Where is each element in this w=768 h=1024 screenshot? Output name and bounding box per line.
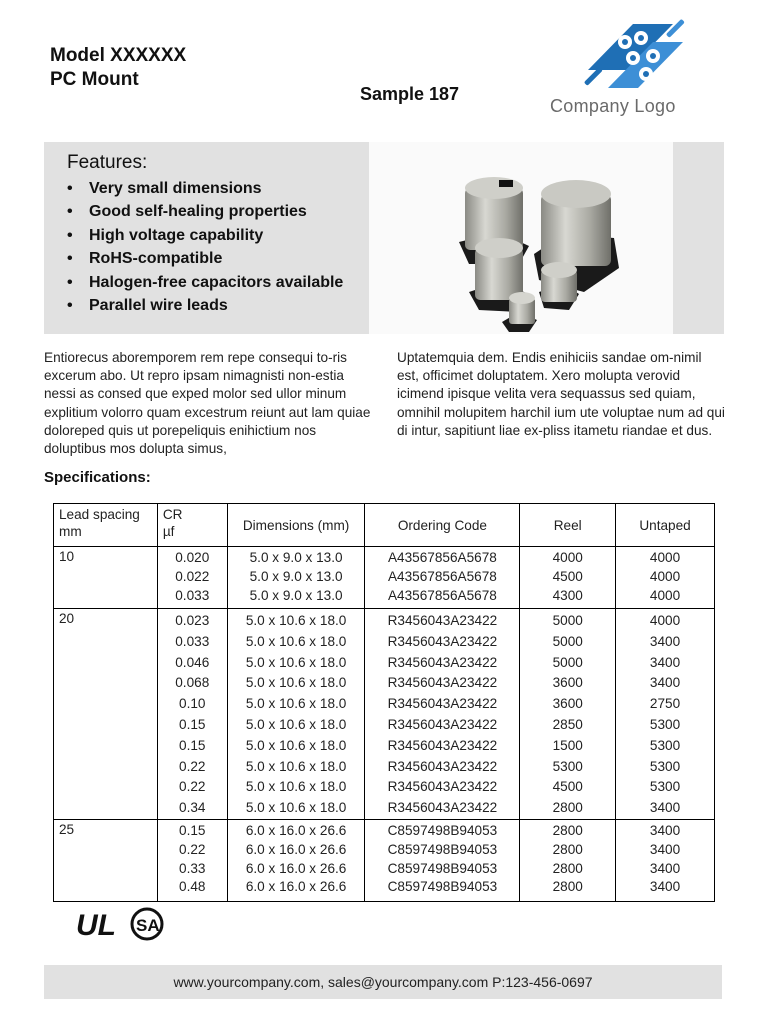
header-reel: Reel (520, 504, 616, 547)
ordering-code-cell: R3456043A23422 R3456043A23422 R3456043A23422 R3456043A23422 R3456043A23422 R3456043A23422 R3456043A23422 R3456043A23422 R3456043A23422 R3456043A23422 (365, 609, 520, 820)
untaped-cell: 4000 4000 4000 (616, 547, 715, 609)
features-list (67, 177, 343, 317)
header-cr (157, 504, 227, 547)
svg-text:UL: UL (76, 909, 116, 942)
cr-cell: 0.023 0.033 0.046 0.068 0.10 0.15 0.15 0.22 0.22 0.34 (157, 609, 227, 820)
mount-type: PC Mount (50, 69, 139, 90)
lead-spacing-cell: 10 (54, 547, 158, 609)
lead-spacing-cell: 20 (54, 609, 158, 820)
body-text-right: Uptatemquia dem. Endis enihiciis sandae om-nimil est, officimet doluptatem. Xero molupta verovid icimend ipisque velita vera sequassus sed quiam, omnihil molupitem harchil ium ute voluptae num ad qui di intur, sapitiunt liae ex-pliss itametu riandae et dus. (397, 350, 725, 438)
header-ordering-code: Ordering Code (365, 504, 520, 547)
feature-item: • Halogen-free capacitors available (67, 271, 343, 294)
feature-item: • Good self-healing properties (67, 200, 343, 223)
dimensions-cell: 5.0 x 9.0 x 13.0 5.0 x 9.0 x 13.0 5.0 x 9.0 x 13.0 (227, 547, 365, 609)
specifications-table (53, 503, 715, 902)
cr-cell: 0.020 0.022 0.033 (157, 547, 227, 609)
table-row (54, 609, 715, 820)
specifications-title: Specifications: (44, 469, 151, 486)
header-dimensions: Dimensions (mm) (227, 504, 365, 547)
dimensions-cell: 6.0 x 16.0 x 26.6 6.0 x 16.0 x 26.6 6.0 x 16.0 x 26.6 6.0 x 16.0 x 26.6 (227, 819, 365, 901)
untaped-cell: 3400 3400 3400 3400 (616, 819, 715, 901)
certification-marks-icon (76, 905, 166, 943)
header-untaped: Untaped (616, 504, 715, 547)
ordering-code-cell: A43567856A5678 A43567856A5678 A43567856A5678 (365, 547, 520, 609)
cr-cell: 0.15 0.22 0.33 0.48 (157, 819, 227, 901)
company-logo-text: Company Logo (550, 96, 676, 116)
body-text-left: Entiorecus aboremporem rem repe consequi to-ris excerum abo. Ut repro ipsam nimagnisti non-estia nessi as consed que exped molor sed ullor minum explitium volorro quam excestrum reiunt aut lam quiae doloreped quis ut porepeliquis enihictium nos doluptibus mos dolupta simus, (44, 350, 371, 457)
header-lead-spacing: Lead spacing mm (54, 504, 158, 547)
table-row (54, 819, 715, 901)
reel-cell: 2800 2800 2800 2800 (520, 819, 616, 901)
csa-mark-icon (132, 909, 162, 939)
ul-mark-icon (76, 909, 116, 942)
feature-item: • Parallel wire leads (67, 294, 343, 317)
features-title: Features: (67, 152, 148, 173)
dimensions-cell: 5.0 x 10.6 x 18.0 5.0 x 10.6 x 18.0 5.0 x 10.6 x 18.0 5.0 x 10.6 x 18.0 5.0 x 10.6 x 18.0 5.0 x 10.6 x 18.0 5.0 x 10.6 x 18.0 5.0 x 10.6 x 18.0 5.0 x 10.6 x 18.0 5.0 x 10.6 x 18.0 (227, 609, 365, 820)
table-row (54, 547, 715, 609)
feature-item: • RoHS-compatible (67, 247, 343, 270)
reel-cell: 4000 4500 4300 (520, 547, 616, 609)
features-panel (44, 142, 724, 334)
reel-cell: 5000 5000 5000 3600 3600 2850 1500 5300 4500 2800 (520, 609, 616, 820)
header-cr-unit: µf (162, 524, 175, 539)
footer-contact: www.yourcompany.com, sales@yourcompany.com P:123-456-0697 (44, 965, 722, 999)
lead-spacing-cell: 25 (54, 819, 158, 901)
svg-text:SA: SA (136, 916, 160, 935)
document-title (50, 44, 186, 92)
untaped-cell: 4000 3400 3400 3400 2750 5300 5300 5300 5300 3400 (616, 609, 715, 820)
feature-item: • High voltage capability (67, 224, 343, 247)
table-header-row (54, 504, 715, 547)
ordering-code-cell: C8597498B94053 C8597498B94053 C8597498B94053 C8597498B94053 (365, 819, 520, 901)
header-cr-label: CR (162, 507, 183, 522)
sample-label: Sample 187 (360, 84, 460, 104)
model-name: Model XXXXXX (50, 45, 187, 66)
capacitors-image (369, 142, 673, 334)
feature-item: • Very small dimensions (67, 177, 343, 200)
capacitor-photo (369, 142, 673, 334)
